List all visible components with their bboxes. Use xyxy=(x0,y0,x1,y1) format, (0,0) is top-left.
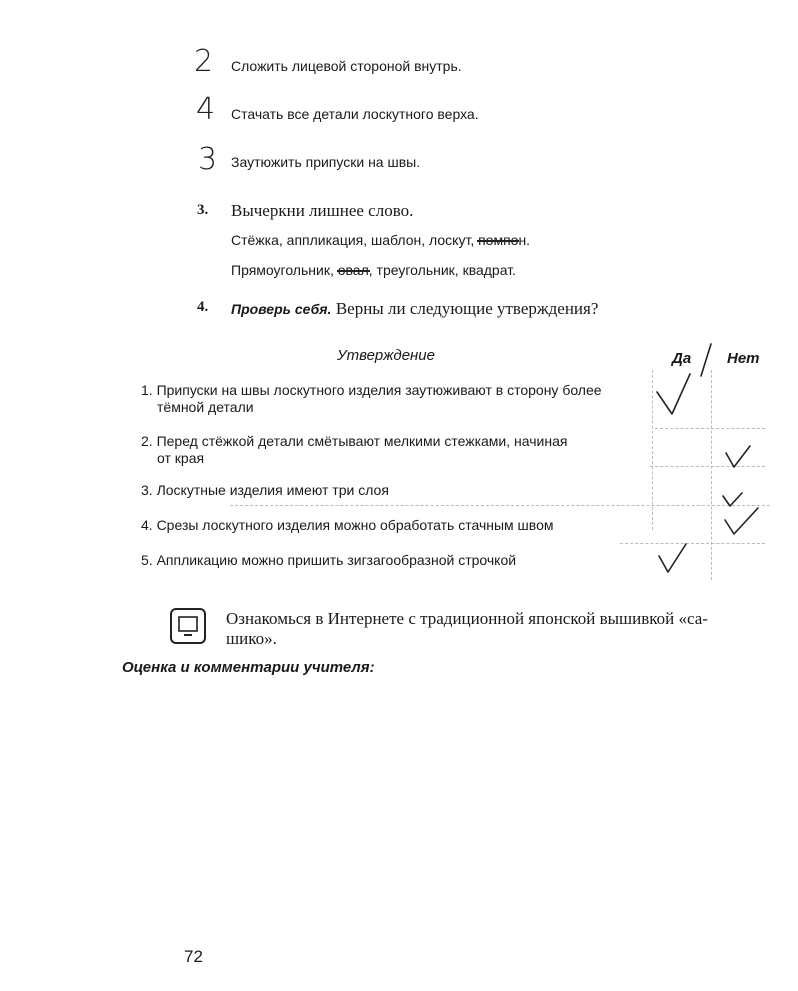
pencil-line xyxy=(620,543,765,544)
computer-monitor-icon xyxy=(170,608,206,644)
step-number-3: 3 xyxy=(198,142,218,177)
row-5-line1: 5. Аппликацию можно пришить зигзагообразной строчкой xyxy=(141,552,517,568)
table-header-statement: Утверждение xyxy=(337,347,435,364)
crossed-out-word-2: овал xyxy=(337,262,369,278)
task4-number: 4. xyxy=(197,299,209,315)
header-slash-mark xyxy=(697,340,717,380)
task3-heading: Вычеркни лишнее слово. xyxy=(231,201,414,220)
table-row-4 xyxy=(141,517,553,534)
row-3-line1: 3. Лоскутные изделия имеют три слоя xyxy=(141,482,389,498)
table-header-yes: Да xyxy=(672,350,692,367)
row-2-line2: от края xyxy=(157,450,205,466)
task3-number: 3. xyxy=(197,202,209,218)
row-2-line1: 2. Перед стёжкой детали смётывают мелкими стежками, начиная xyxy=(141,433,568,449)
table-row-5 xyxy=(141,552,516,569)
check-mark-row-4-no xyxy=(722,506,762,538)
task3-line1-before: Стёжка, аппликация, шаблон, лоскут, xyxy=(231,232,479,248)
check-mark-row-1-yes xyxy=(654,370,694,418)
task4-lead: Проверь себя. xyxy=(231,301,332,317)
internet-task-line1: Ознакомься в Интернете с традиционной японской вышивкой «са- xyxy=(226,609,708,628)
step-text-2: Стачать все детали лоскутного верха. xyxy=(231,106,479,122)
task4-question: Верны ли следующие утверждения? xyxy=(335,299,599,318)
task3-line2-after: , треугольник, квадрат. xyxy=(368,262,516,278)
table-row-1 xyxy=(141,382,602,416)
check-mark-row-2-no xyxy=(723,443,753,471)
table-row-2 xyxy=(141,433,567,467)
pencil-line xyxy=(655,428,765,429)
teacher-comment-label: Оценка и комментарии учителя: xyxy=(122,659,375,676)
table-row-3 xyxy=(141,482,389,499)
task4-heading xyxy=(231,299,598,319)
step-number-2: 4 xyxy=(196,92,216,127)
table-header-no: Нет xyxy=(727,350,760,367)
internet-task-text xyxy=(226,609,708,649)
row-1-line1: 1. Припуски на швы лоскутного изделия заутюживают в сторону более xyxy=(141,382,602,398)
pencil-line xyxy=(652,370,653,530)
check-mark-row-5-yes xyxy=(656,540,692,576)
task3-line2-before: Прямоугольник, xyxy=(231,262,338,278)
internet-task-line2: шико». xyxy=(226,629,277,648)
pencil-line xyxy=(711,370,712,580)
task3-line2 xyxy=(231,262,516,278)
step-number-1: 2 xyxy=(194,44,214,79)
step-text-1: Сложить лицевой стороной внутрь. xyxy=(231,58,462,74)
task3-line1-after: н. xyxy=(518,232,531,248)
step-text-3: Заутюжить припуски на швы. xyxy=(231,154,421,170)
pencil-line xyxy=(230,505,770,506)
crossed-out-word-1: помпо xyxy=(478,232,519,248)
row-1-line2: тёмной детали xyxy=(157,399,254,415)
row-4-line1: 4. Срезы лоскутного изделия можно обработать стачным швом xyxy=(141,517,554,533)
page-number: 72 xyxy=(184,947,203,966)
task3-line1 xyxy=(231,232,530,248)
